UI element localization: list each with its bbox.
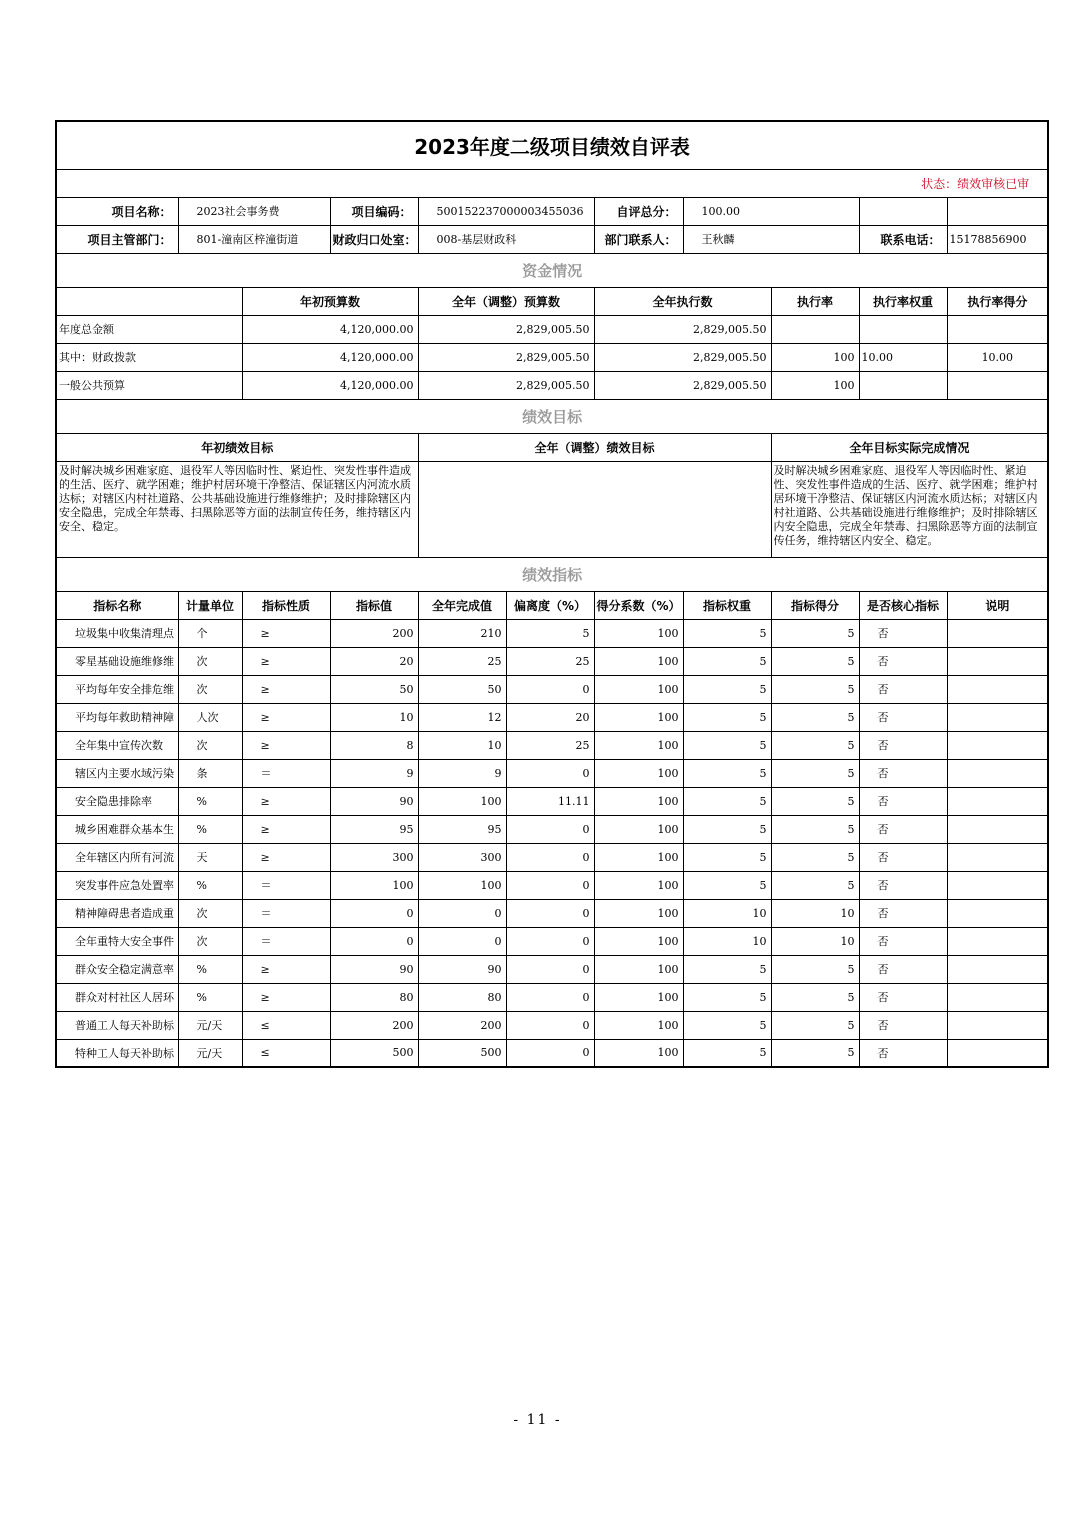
indicator-row: [56, 675, 1048, 703]
funds-executed: 2,829,005.50: [594, 343, 771, 371]
indicator-unit: %: [178, 983, 242, 1011]
indicator-name: 特种工人每天补助标: [56, 1039, 178, 1067]
indicator-coefficient: 100: [594, 647, 683, 675]
indicator-weight: 5: [683, 815, 771, 843]
indicator-note: [947, 675, 1048, 703]
indicator-name: 全年重特大安全事件: [56, 927, 178, 955]
contact-label: 部门联系人：: [594, 225, 683, 253]
indicator-unit: %: [178, 815, 242, 843]
indicator-name: 平均每年救助精神障: [56, 703, 178, 731]
indicator-note: [947, 955, 1048, 983]
indicator-name: 全年集中宣传次数: [56, 731, 178, 759]
indicator-deviation: 0: [506, 983, 594, 1011]
indicator-actual: 500: [418, 1039, 506, 1067]
funds-header: 执行率权重: [859, 287, 947, 315]
indicator-name: 普通工人每天补助标: [56, 1011, 178, 1039]
indicator-core: 否: [859, 871, 947, 899]
indicator-actual: 210: [418, 619, 506, 647]
indicator-operator: ≥: [242, 815, 330, 843]
indicator-actual: 100: [418, 871, 506, 899]
funds-initial: 4,120,000.00: [242, 371, 418, 399]
goals-header-actual: 全年目标实际完成情况: [771, 433, 1048, 461]
funds-executed: 2,829,005.50: [594, 371, 771, 399]
goals-adjusted-text: [418, 461, 771, 557]
contact-value: 王秋麟: [683, 225, 859, 253]
funds-adjusted: 2,829,005.50: [418, 371, 594, 399]
indicator-operator: ≥: [242, 787, 330, 815]
indicator-core: 否: [859, 983, 947, 1011]
page-number: - 11 -: [513, 1412, 562, 1428]
indicator-score: 5: [771, 871, 859, 899]
indicator-weight: 5: [683, 787, 771, 815]
indicator-note: [947, 1039, 1048, 1067]
indicator-deviation: 0: [506, 1039, 594, 1067]
indicator-target: 200: [330, 1011, 418, 1039]
indicator-row: [56, 1039, 1048, 1067]
indicator-actual: 10: [418, 731, 506, 759]
indicator-actual: 200: [418, 1011, 506, 1039]
project-code-label: 项目编码：: [330, 197, 418, 225]
funds-weight: [859, 315, 947, 343]
indicator-unit: 次: [178, 899, 242, 927]
indicator-coefficient: 100: [594, 843, 683, 871]
funds-score: [947, 315, 1048, 343]
dept-label: 项目主管部门：: [56, 225, 178, 253]
funds-rate: 100: [771, 343, 859, 371]
indicator-weight: 10: [683, 927, 771, 955]
indicator-deviation: 0: [506, 1011, 594, 1039]
indicator-unit: 次: [178, 731, 242, 759]
funds-row: [56, 315, 1048, 343]
indicator-row: [56, 759, 1048, 787]
indicator-coefficient: 100: [594, 955, 683, 983]
funds-header: 全年执行数: [594, 287, 771, 315]
status-text: 状态：绩效审核已审: [56, 169, 1048, 197]
funds-row-name: 其中：财政拨款: [56, 343, 242, 371]
indicator-weight: 5: [683, 759, 771, 787]
funds-row: [56, 371, 1048, 399]
indicator-actual: 95: [418, 815, 506, 843]
dept-value: 801-潼南区梓潼街道: [178, 225, 330, 253]
indicator-note: [947, 703, 1048, 731]
indicator-unit: 次: [178, 647, 242, 675]
indicator-name: 零星基础设施维修维: [56, 647, 178, 675]
indicator-header: 说明: [947, 591, 1048, 619]
indicator-operator: ≤: [242, 1011, 330, 1039]
indicator-deviation: 0: [506, 955, 594, 983]
indicator-note: [947, 619, 1048, 647]
indicator-header: 指标值: [330, 591, 418, 619]
indicator-actual: 12: [418, 703, 506, 731]
funds-header: 全年（调整）预算数: [418, 287, 594, 315]
indicator-operator: ≥: [242, 955, 330, 983]
indicator-name: 辖区内主要水域污染: [56, 759, 178, 787]
indicator-weight: 5: [683, 647, 771, 675]
indicator-score: 5: [771, 1039, 859, 1067]
indicator-target: 500: [330, 1039, 418, 1067]
indicator-row: [56, 983, 1048, 1011]
indicator-name: 群众对村社区人居环: [56, 983, 178, 1011]
indicator-operator: ≥: [242, 619, 330, 647]
indicator-unit: %: [178, 787, 242, 815]
indicator-deviation: 20: [506, 703, 594, 731]
indicator-target: 80: [330, 983, 418, 1011]
finance-office-value: 008-基层财政科: [418, 225, 594, 253]
indicator-row: [56, 899, 1048, 927]
indicator-coefficient: 100: [594, 787, 683, 815]
indicator-note: [947, 787, 1048, 815]
indicator-name: 全年辖区内所有河流: [56, 843, 178, 871]
indicator-target: 300: [330, 843, 418, 871]
indicator-row: [56, 815, 1048, 843]
indicator-header: 是否核心指标: [859, 591, 947, 619]
indicator-score: 5: [771, 703, 859, 731]
indicator-operator: ＝: [242, 759, 330, 787]
indicator-target: 0: [330, 927, 418, 955]
indicator-score: 5: [771, 787, 859, 815]
indicator-row: [56, 927, 1048, 955]
indicator-score: 10: [771, 899, 859, 927]
indicator-row: [56, 647, 1048, 675]
goals-section-title: 绩效目标: [56, 399, 1048, 433]
indicator-row: [56, 843, 1048, 871]
funds-header: 执行率得分: [947, 287, 1048, 315]
indicator-row: [56, 703, 1048, 731]
indicator-target: 100: [330, 871, 418, 899]
indicator-weight: 5: [683, 675, 771, 703]
indicator-name: 安全隐患排除率: [56, 787, 178, 815]
indicator-unit: 条: [178, 759, 242, 787]
indicator-core: 否: [859, 647, 947, 675]
indicator-name: 垃圾集中收集清理点: [56, 619, 178, 647]
indicator-deviation: 25: [506, 647, 594, 675]
indicator-unit: 元/天: [178, 1011, 242, 1039]
indicator-coefficient: 100: [594, 871, 683, 899]
indicator-score: 5: [771, 815, 859, 843]
indicator-name: 突发事件应急处置率: [56, 871, 178, 899]
indicator-actual: 50: [418, 675, 506, 703]
indicator-coefficient: 100: [594, 1039, 683, 1067]
funds-weight: 10.00: [859, 343, 947, 371]
indicator-operator: ≥: [242, 983, 330, 1011]
indicator-target: 95: [330, 815, 418, 843]
funds-rate: 100: [771, 371, 859, 399]
indicator-deviation: 0: [506, 675, 594, 703]
indicator-operator: ≥: [242, 703, 330, 731]
indicator-operator: ≥: [242, 647, 330, 675]
indicator-header: 指标名称: [56, 591, 178, 619]
indicator-score: 5: [771, 619, 859, 647]
indicator-target: 8: [330, 731, 418, 759]
indicator-note: [947, 843, 1048, 871]
indicator-core: 否: [859, 619, 947, 647]
indicator-row: [56, 955, 1048, 983]
indicator-core: 否: [859, 1011, 947, 1039]
indicator-score: 5: [771, 647, 859, 675]
indicator-operator: ＝: [242, 899, 330, 927]
indicator-note: [947, 731, 1048, 759]
phone-label: 联系电话：: [859, 225, 947, 253]
indicator-coefficient: 100: [594, 815, 683, 843]
indicator-actual: 0: [418, 927, 506, 955]
indicator-core: 否: [859, 703, 947, 731]
funds-row-name: 年度总金额: [56, 315, 242, 343]
indicator-header: 全年完成值: [418, 591, 506, 619]
funds-score: 10.00: [947, 343, 1048, 371]
funds-header: 执行率: [771, 287, 859, 315]
indicator-weight: 5: [683, 731, 771, 759]
indicator-name: 平均每年安全排危维: [56, 675, 178, 703]
indicator-deviation: 0: [506, 815, 594, 843]
indicator-operator: ≥: [242, 731, 330, 759]
indicator-unit: 人次: [178, 703, 242, 731]
indicator-operator: ≤: [242, 1039, 330, 1067]
indicator-coefficient: 100: [594, 983, 683, 1011]
indicator-core: 否: [859, 927, 947, 955]
indicator-score: 5: [771, 955, 859, 983]
indicator-unit: %: [178, 871, 242, 899]
indicator-coefficient: 100: [594, 899, 683, 927]
indicator-coefficient: 100: [594, 675, 683, 703]
indicator-unit: 次: [178, 927, 242, 955]
empty-cell: [56, 287, 242, 315]
indicators-section-title: 绩效指标: [56, 557, 1048, 591]
evaluation-sheet: [55, 120, 1037, 1068]
indicator-core: 否: [859, 787, 947, 815]
indicator-coefficient: 100: [594, 759, 683, 787]
indicator-target: 90: [330, 955, 418, 983]
indicator-deviation: 25: [506, 731, 594, 759]
indicator-core: 否: [859, 899, 947, 927]
indicator-score: 5: [771, 731, 859, 759]
funds-header: 年初预算数: [242, 287, 418, 315]
indicator-deviation: 0: [506, 927, 594, 955]
indicator-weight: 5: [683, 983, 771, 1011]
empty-cell: [859, 197, 947, 225]
indicator-unit: 次: [178, 675, 242, 703]
indicator-actual: 0: [418, 899, 506, 927]
goals-header-adjusted: 全年（调整）绩效目标: [418, 433, 771, 461]
funds-rate: [771, 315, 859, 343]
evaluation-table: [55, 120, 1049, 1068]
indicator-target: 20: [330, 647, 418, 675]
funds-score: [947, 371, 1048, 399]
indicator-weight: 5: [683, 619, 771, 647]
indicator-row: [56, 871, 1048, 899]
indicator-operator: ≥: [242, 675, 330, 703]
indicator-core: 否: [859, 1039, 947, 1067]
empty-cell: [947, 197, 1048, 225]
indicator-actual: 9: [418, 759, 506, 787]
indicator-note: [947, 927, 1048, 955]
indicator-weight: 5: [683, 703, 771, 731]
indicator-core: 否: [859, 815, 947, 843]
indicator-score: 10: [771, 927, 859, 955]
indicator-core: 否: [859, 731, 947, 759]
indicator-unit: 天: [178, 843, 242, 871]
funds-initial: 4,120,000.00: [242, 315, 418, 343]
indicator-header: 指标权重: [683, 591, 771, 619]
indicator-deviation: 0: [506, 843, 594, 871]
funds-row-name: 一般公共预算: [56, 371, 242, 399]
indicator-core: 否: [859, 759, 947, 787]
indicator-actual: 25: [418, 647, 506, 675]
indicator-header: 偏离度（%）: [506, 591, 594, 619]
indicator-score: 5: [771, 983, 859, 1011]
indicator-header: 指标得分: [771, 591, 859, 619]
indicator-weight: 5: [683, 955, 771, 983]
indicator-target: 10: [330, 703, 418, 731]
indicator-weight: 5: [683, 871, 771, 899]
indicator-name: 精神障碍患者造成重: [56, 899, 178, 927]
indicator-deviation: 5: [506, 619, 594, 647]
indicator-score: 5: [771, 675, 859, 703]
indicator-coefficient: 100: [594, 731, 683, 759]
phone-value: 15178856900: [947, 225, 1048, 253]
indicator-coefficient: 100: [594, 927, 683, 955]
page-title: 2023年度二级项目绩效自评表: [56, 121, 1048, 169]
indicator-coefficient: 100: [594, 619, 683, 647]
indicator-note: [947, 759, 1048, 787]
indicator-deviation: 11.11: [506, 787, 594, 815]
indicator-target: 9: [330, 759, 418, 787]
indicator-score: 5: [771, 843, 859, 871]
indicator-actual: 90: [418, 955, 506, 983]
indicator-deviation: 0: [506, 899, 594, 927]
indicator-coefficient: 100: [594, 703, 683, 731]
indicator-note: [947, 647, 1048, 675]
indicator-note: [947, 899, 1048, 927]
indicator-core: 否: [859, 675, 947, 703]
indicator-target: 200: [330, 619, 418, 647]
indicator-operator: ＝: [242, 927, 330, 955]
indicator-row: [56, 1011, 1048, 1039]
indicator-actual: 100: [418, 787, 506, 815]
project-name-label: 项目名称：: [56, 197, 178, 225]
funds-initial: 4,120,000.00: [242, 343, 418, 371]
indicator-weight: 10: [683, 899, 771, 927]
indicator-weight: 5: [683, 1011, 771, 1039]
funds-section-title: 资金情况: [56, 253, 1048, 287]
goals-actual-text: 及时解决城乡困难家庭、退役军人等因临时性、紧迫性、突发性事件造成的生活、医疗、就学困难；维护村居环境干净整洁、保证辖区内河流水质达标；对辖区内村社道路、公共基础设施进行维修维护；及时排除辖区内安全隐患，完成全年禁毒、扫黑除恶等方面的法制宣传任务，维持辖区内安全、稳定。: [771, 461, 1048, 557]
funds-weight: [859, 371, 947, 399]
self-score-value: 100.00: [683, 197, 859, 225]
indicator-target: 50: [330, 675, 418, 703]
indicator-note: [947, 815, 1048, 843]
indicator-unit: 元/天: [178, 1039, 242, 1067]
indicator-weight: 5: [683, 843, 771, 871]
indicator-score: 5: [771, 759, 859, 787]
indicator-actual: 80: [418, 983, 506, 1011]
indicator-unit: %: [178, 955, 242, 983]
funds-adjusted: 2,829,005.50: [418, 315, 594, 343]
indicator-deviation: 0: [506, 759, 594, 787]
indicator-core: 否: [859, 843, 947, 871]
indicator-header: 指标性质: [242, 591, 330, 619]
indicator-operator: ≥: [242, 843, 330, 871]
indicator-deviation: 0: [506, 871, 594, 899]
indicator-row: [56, 619, 1048, 647]
indicator-header: 计量单位: [178, 591, 242, 619]
indicator-core: 否: [859, 955, 947, 983]
indicator-header: 得分系数（%）: [594, 591, 683, 619]
goals-initial-text: 及时解决城乡困难家庭、退役军人等因临时性、紧迫性、突发性事件造成的生活、医疗、就学困难；维护村居环境干净整洁、保证辖区内河流水质达标；对辖区内村社道路、公共基础设施进行维修维护；及时排除辖区内安全隐患，完成全年禁毒、扫黑除恶等方面的法制宣传任务，维持辖区内安全、稳定。: [56, 461, 418, 557]
indicator-note: [947, 1011, 1048, 1039]
funds-row: [56, 343, 1048, 371]
goals-header-initial: 年初绩效目标: [56, 433, 418, 461]
indicator-row: [56, 787, 1048, 815]
funds-adjusted: 2,829,005.50: [418, 343, 594, 371]
indicator-note: [947, 983, 1048, 1011]
indicator-actual: 300: [418, 843, 506, 871]
indicator-coefficient: 100: [594, 1011, 683, 1039]
indicator-target: 0: [330, 899, 418, 927]
indicator-score: 5: [771, 1011, 859, 1039]
finance-office-label: 财政归口处室：: [330, 225, 418, 253]
indicator-weight: 5: [683, 1039, 771, 1067]
indicator-row: [56, 731, 1048, 759]
funds-executed: 2,829,005.50: [594, 315, 771, 343]
indicator-name: 城乡困难群众基本生: [56, 815, 178, 843]
project-code-value: 500152237000003455036: [418, 197, 594, 225]
indicator-operator: ＝: [242, 871, 330, 899]
indicator-unit: 个: [178, 619, 242, 647]
indicator-note: [947, 871, 1048, 899]
self-score-label: 自评总分：: [594, 197, 683, 225]
indicator-target: 90: [330, 787, 418, 815]
indicator-name: 群众安全稳定满意率: [56, 955, 178, 983]
project-name-value: 2023社会事务费: [178, 197, 330, 225]
